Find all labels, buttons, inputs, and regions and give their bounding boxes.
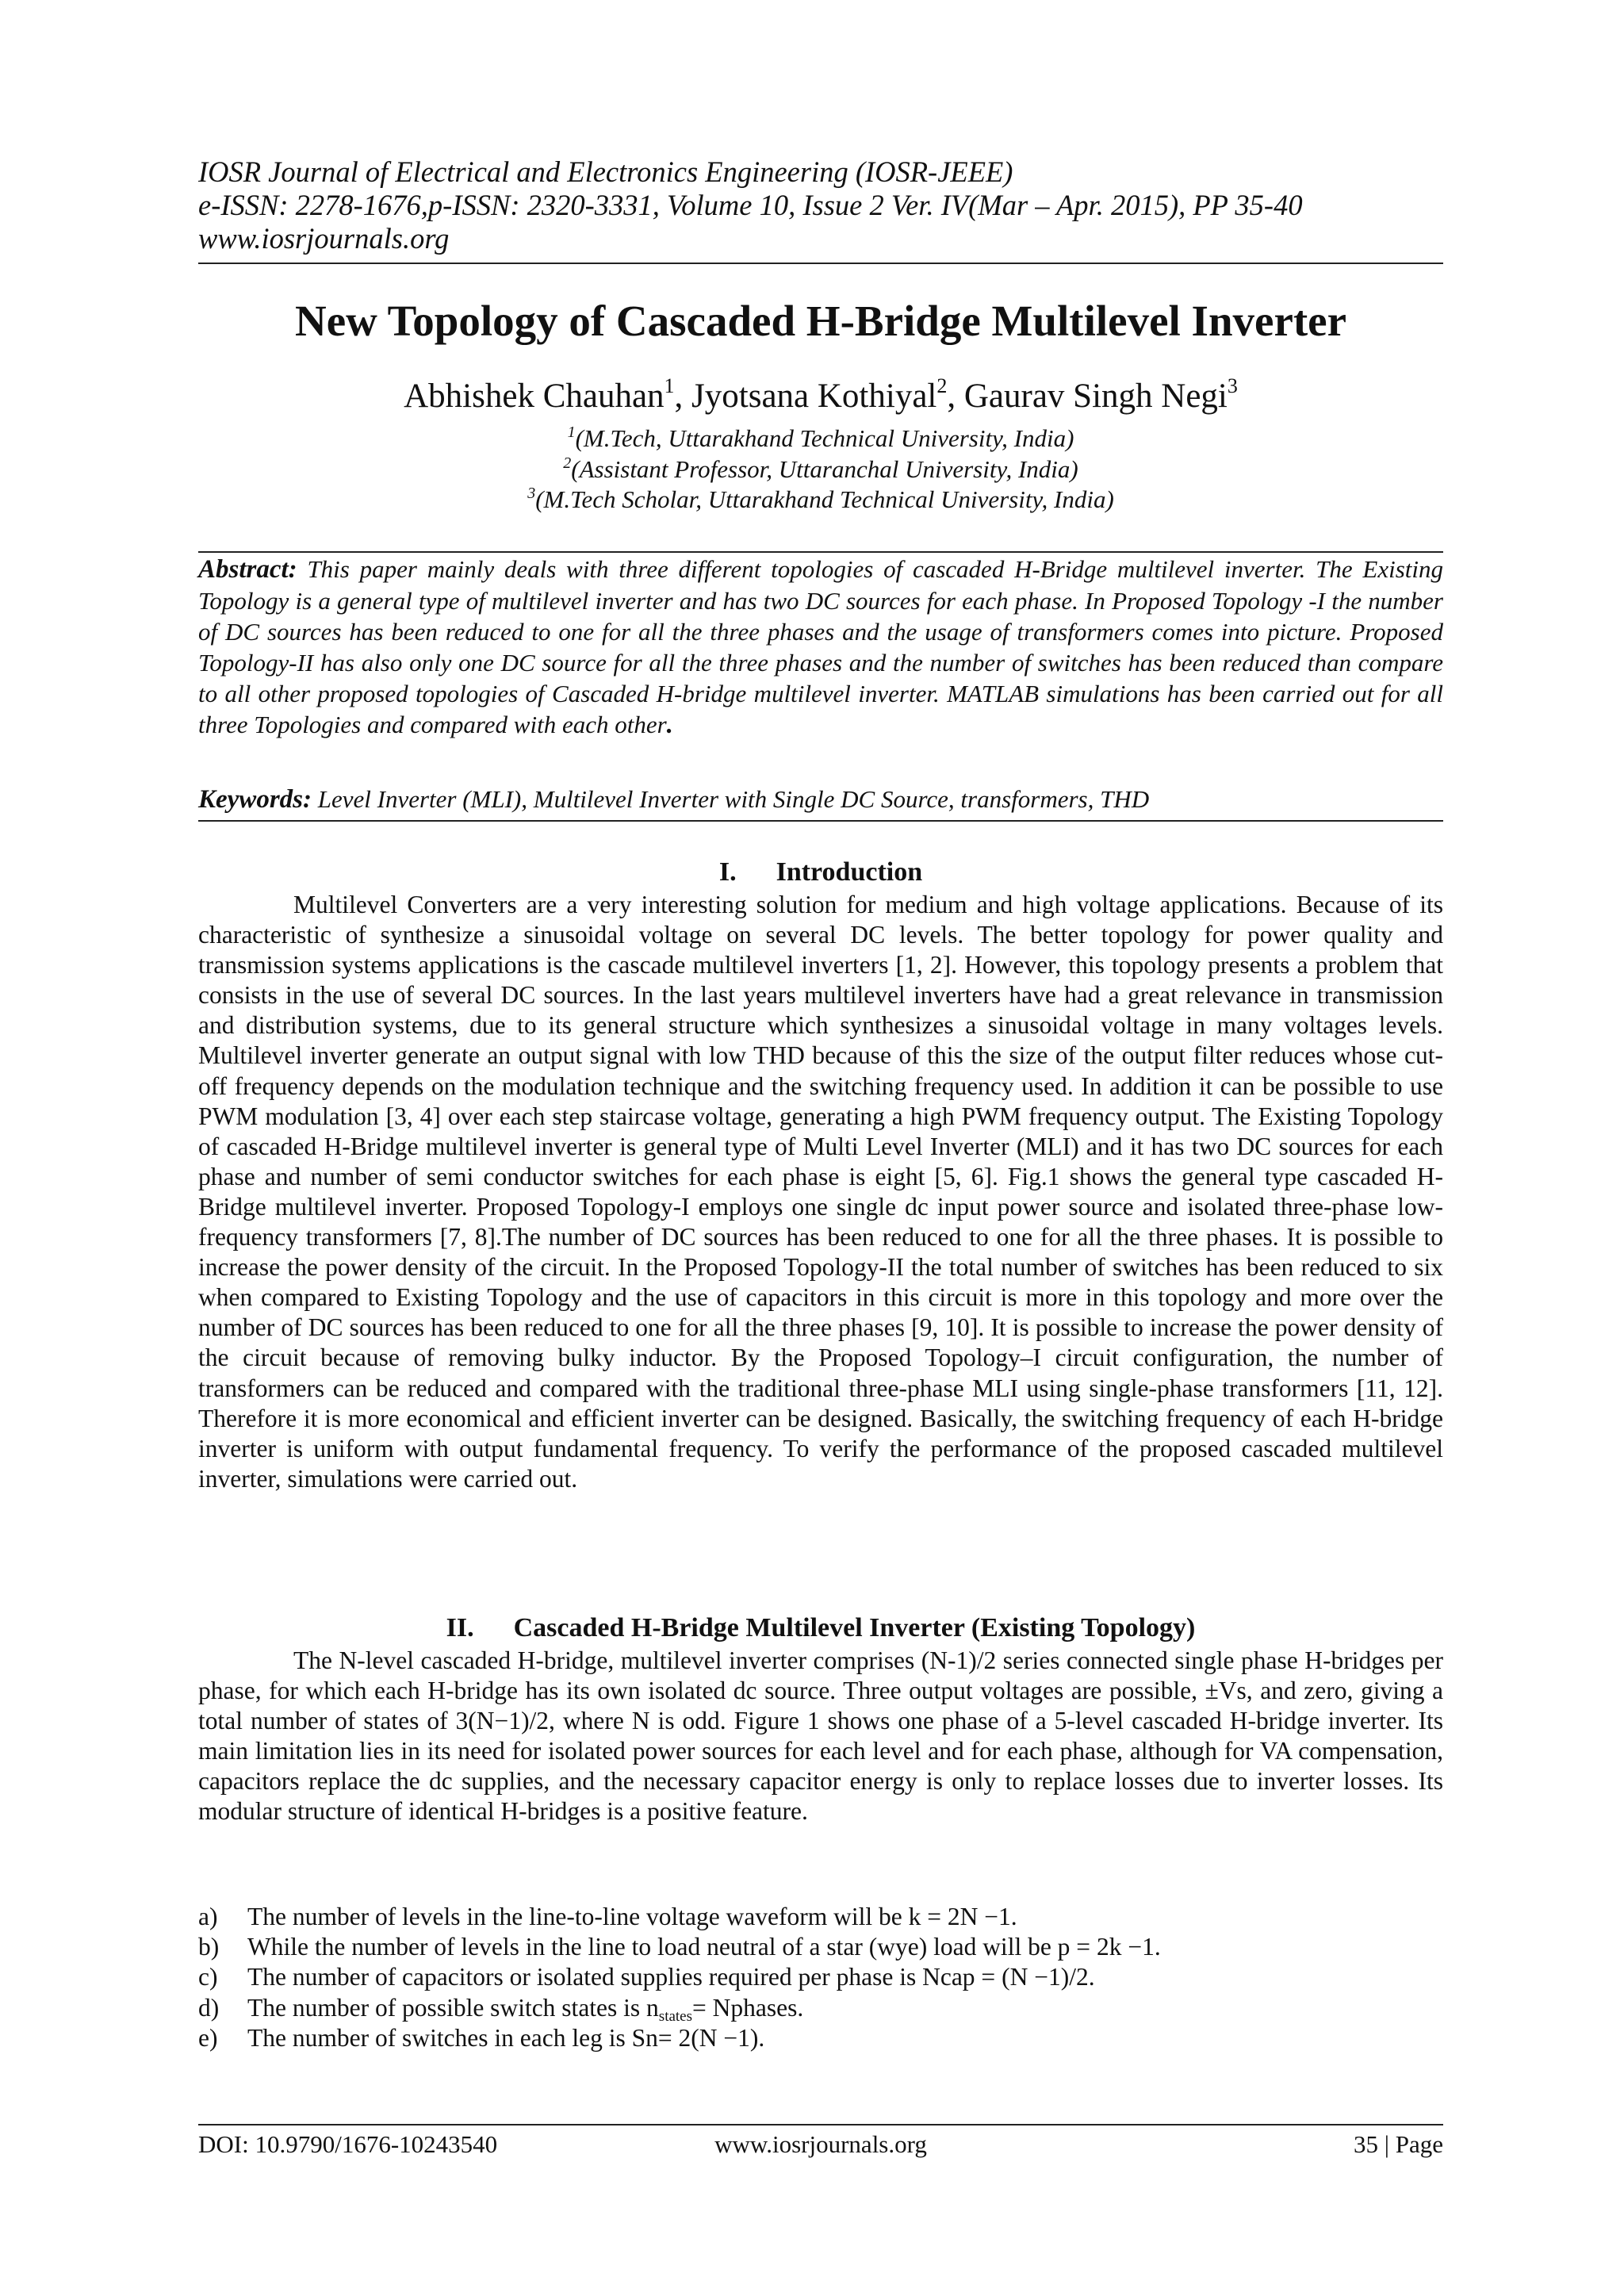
- affiliation: [198, 485, 1443, 516]
- paragraph-text: Multilevel Converters are a very interesting solution for medium and high voltage applications. Because of its characteristic of synthesize a sinusoidal voltage on several DC levels. The better topology for power quality and transmission systems applications is the cascade multilevel inverters [1, 2]. However, this topology presents a problem that consists in the use of several DC sources. In the last years multilevel inverters have had a great relevance in transmission and distribution systems, due to its general structure which synthesizes a sinusoidal voltage in many voltages levels. Multilevel inverter generate an output signal with low THD because of this the size of the output filter reduces whose cut-off frequency depends on the modulation technique and the switching frequency used. In addition it can be possible to use PWM modulation [3, 4] over each step staircase voltage, generating a high PWM frequency output. The Existing Topology of cascaded H-Bridge multilevel inverter is general type of Multi Level Inverter (MLI) and it has two DC sources for each phase and number of semi conductor switches for each phase is eight [5, 6]. Fig.1 shows the general type cascaded H-Bridge multilevel inverter. Proposed Topology-I employs one single dc input power source and isolated three-phase low-frequency transformers [7, 8].The number of DC sources has been reduced to one for all the three phases. It is possible to increase the power density of the circuit. In the Proposed Topology-II the total number of switches has been reduced to six when compared to Existing Topology and the use of capacitors in this circuit is more in this topology and more over the number of DC sources has been reduced to one for all the three phases [9, 10]. It is possible to increase the power density of the circuit because of removing bulky inductor. By the Proposed Topology–I circuit configuration, the number of transformers can be reduced and compared with the traditional three-phase MLI using single-phase transformers [11, 12]. Therefore it is more economical and efficient inverter can be designed. Basically, the switching frequency of each H-bridge inverter is uniform with output fundamental frequency. To verify the performance of the proposed cascaded multilevel inverter, simulations were carried out.: [198, 891, 1443, 1493]
- affiliation-mark: 1: [567, 424, 576, 441]
- author-name: Jyotsana Kothiyal: [691, 378, 937, 415]
- affiliation-mark: 2: [563, 454, 572, 472]
- footer-website: www.iosrjournals.org: [714, 2130, 927, 2158]
- list-subscript: states: [658, 2007, 693, 2025]
- paragraph-text: The N-level cascaded H-bridge, multilevel inverter comprises (N-1)/2 series connected single phase H-bridges per phase, for which each H-bridge has its own isolated dc source. Three output voltages are possible, ±Vs, and zero, giving a total number of states of 3(N−1)/2, where N is odd. Figure 1 shows one phase of a 5-level cascaded H-bridge inverter. Its main limitation lies in its need for isolated power sources for each level and for each phase, although for VA compensation, capacitors replace the dc supplies, and the necessary capacitor energy is only to replace losses due to inverter losses. Its modular structure of identical H-bridges is a positive feature.: [198, 1646, 1443, 1826]
- list-item: [198, 2023, 1443, 2053]
- journal-name: IOSR Journal of Electrical and Electronics Engineering (IOSR-JEEE): [198, 155, 1013, 188]
- abstract-end: .: [666, 711, 673, 739]
- list-text: The number of levels in the line-to-line voltage waveform will be k = 2N −1.: [247, 1903, 1017, 1930]
- section-heading-existing-topology: [198, 1612, 1443, 1644]
- list-item: [198, 1902, 1443, 1932]
- list-text-post: = Nphases.: [692, 1993, 804, 2022]
- list-label: a): [198, 1903, 218, 1930]
- list-label: e): [198, 2023, 218, 2052]
- footer-divider: [198, 2124, 1443, 2125]
- list-text: [247, 1993, 803, 2023]
- keywords-divider: [198, 820, 1443, 822]
- author-mark: 2: [936, 374, 948, 397]
- list-item: [198, 1932, 1443, 1962]
- list-label: c): [198, 1963, 218, 1991]
- list-item: [198, 1993, 1443, 2023]
- paper-title: New Topology of Cascaded H-Bridge Multilevel Inverter: [295, 297, 1346, 345]
- section-number: II.: [446, 1613, 474, 1642]
- author-name: Abhishek Chauhan: [404, 378, 665, 415]
- author-mark: 3: [1227, 374, 1238, 397]
- list-text: While the number of levels in the line to load neutral of a star (wye) load will be p = 2k −1.: [247, 1933, 1161, 1961]
- footer-doi: DOI: 10.9790/1676-10243540: [198, 2130, 498, 2158]
- affiliation-text: (M.Tech Scholar, Uttarakhand Technical University, India): [535, 485, 1114, 513]
- journal-issn: e-ISSN: 2278-1676,p-ISSN: 2320-3331, Volume 10, Issue 2 Ver. IV(Mar – Apr. 2015), PP 35-40: [198, 189, 1303, 221]
- keywords-text: Level Inverter (MLI), Multilevel Inverter with Single DC Source, transformers, THD: [317, 785, 1150, 813]
- existing-topology-paragraph: [198, 1646, 1443, 1827]
- paper-page: [198, 0, 1443, 2296]
- page-footer: [198, 2129, 1443, 2160]
- list-item: [198, 1962, 1443, 1992]
- affiliation-mark: 3: [527, 485, 536, 502]
- section-number: I.: [718, 857, 737, 887]
- section-title: Introduction: [776, 857, 923, 887]
- journal-header: [198, 155, 1443, 255]
- journal-website: www.iosrjournals.org: [198, 222, 450, 255]
- footer-page-number: 35 | Page: [1354, 2130, 1443, 2158]
- abstract-label: Abstract:: [198, 555, 297, 584]
- author-list: [198, 376, 1443, 417]
- affiliation-text: (M.Tech, Uttarakhand Technical University, India): [575, 424, 1074, 452]
- keywords-label: Keywords:: [198, 785, 312, 814]
- author-name: Gaurav Singh Negi: [963, 378, 1228, 415]
- section-title: Cascaded H-Bridge Multilevel Inverter (Existing Topology): [513, 1613, 1196, 1642]
- list-text-pre: The number of possible switch states is n: [247, 1993, 659, 2022]
- abstract: [198, 554, 1443, 741]
- author-separator: ,: [674, 378, 692, 415]
- affiliation: [198, 454, 1443, 485]
- author-separator: ,: [947, 378, 964, 415]
- affiliation-list: [198, 424, 1443, 516]
- keywords: [198, 784, 1443, 815]
- formula-list: [198, 1902, 1443, 2053]
- list-label: d): [198, 1993, 220, 2022]
- header-divider: [198, 263, 1443, 264]
- abstract-divider: [198, 551, 1443, 553]
- list-label: b): [198, 1933, 220, 1961]
- list-text: The number of switches in each leg is Sn= 2(N −1).: [247, 2023, 765, 2052]
- list-text: The number of capacitors or isolated supplies required per phase is Ncap = (N −1)/2.: [247, 1963, 1095, 1991]
- author-mark: 1: [664, 374, 675, 397]
- section-heading-introduction: [198, 857, 1443, 888]
- abstract-text: This paper mainly deals with three different topologies of cascaded H-Bridge multilevel inverter. The Existing Topology is a general type of multilevel inverter and has two DC sources for each phase. In Proposed Topology -I the number of DC sources has been reduced to one for all the three phases and the usage of transformers comes into picture. Proposed Topology-II has also only one DC source for all the three phases and the number of switches has been reduced than compare to all other proposed topologies of Cascaded H-bridge multilevel inverter. MATLAB simulations has been carried out for all three Topologies and compared with each other: [198, 555, 1443, 738]
- affiliation: [198, 424, 1443, 454]
- affiliation-text: (Assistant Professor, Uttaranchal University, India): [571, 454, 1078, 483]
- introduction-paragraph: [198, 890, 1443, 1494]
